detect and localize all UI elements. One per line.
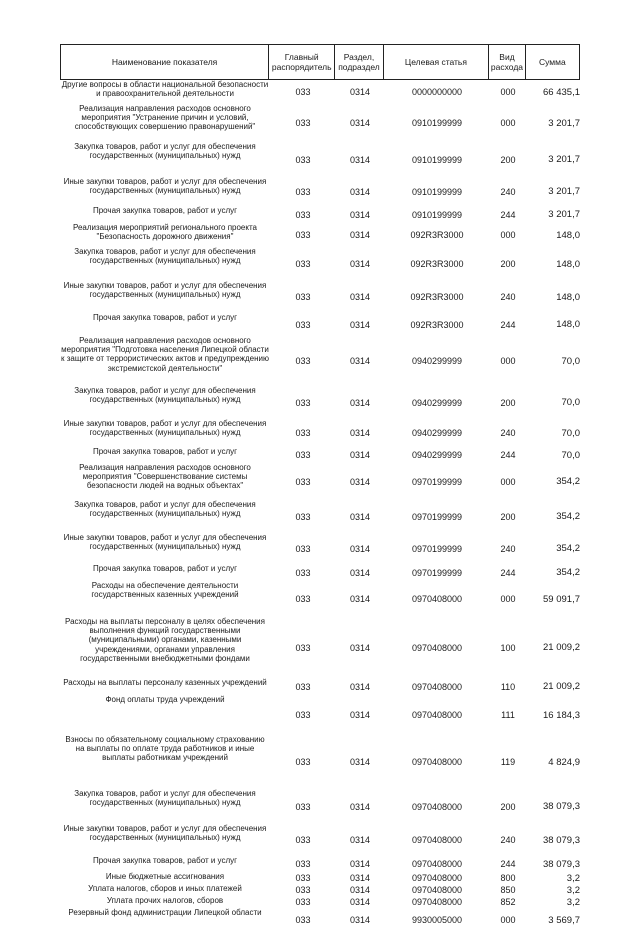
row-expense-type: 244 bbox=[500, 859, 516, 869]
row-name: Уплата налогов, сборов и иных платежей bbox=[88, 884, 242, 893]
row-razdel: 0314 bbox=[349, 897, 371, 907]
row-target-article: 0970408000 bbox=[411, 873, 463, 883]
header-name: Наименование показателя bbox=[111, 57, 218, 67]
row-name: Другие вопросы в области национальной безопасности и правоохранительной деятельности bbox=[61, 80, 269, 99]
row-name: Иные закупки товаров, работ и услуг для обеспечения государственных (муниципальных) нужд bbox=[63, 419, 267, 438]
row-target-article: 0970408000 bbox=[411, 859, 463, 869]
row-sum: 21 009,2 bbox=[543, 642, 580, 653]
row-grbs: 033 bbox=[295, 356, 311, 366]
row-razdel: 0314 bbox=[349, 511, 371, 522]
row-name: Резервный фонд администрации Липецкой области bbox=[68, 908, 262, 917]
row-expense-type: 200 bbox=[500, 397, 516, 408]
row-name: Закупка товаров, работ и услуг для обеспечения государственных (муниципальных) нужд bbox=[74, 247, 256, 266]
row-expense-type: 244 bbox=[500, 450, 516, 460]
row-name: Закупка товаров, работ и услуг для обеспечения государственных (муниципальных) нужд bbox=[74, 386, 256, 405]
table-row bbox=[60, 824, 580, 856]
row-target-article: 0940299999 bbox=[411, 356, 463, 366]
row-name: Иные бюджетные ассигнования bbox=[105, 872, 225, 881]
table-row bbox=[60, 447, 580, 463]
row-sum: 70,0 bbox=[561, 355, 580, 367]
row-name: Реализация направления расходов основного мероприятия "Устранение причин и условий, способствующих совершению правонарушений" bbox=[74, 104, 256, 132]
row-grbs: 033 bbox=[295, 710, 311, 720]
row-grbs: 033 bbox=[295, 835, 311, 845]
row-grbs: 033 bbox=[295, 450, 311, 460]
table-header bbox=[60, 44, 580, 80]
row-grbs: 033 bbox=[295, 757, 311, 767]
row-expense-type: 240 bbox=[500, 543, 516, 554]
row-sum: 3 569,7 bbox=[548, 914, 580, 926]
row-target-article: 0910199999 bbox=[411, 186, 463, 197]
row-target-article: 0970408000 bbox=[411, 710, 463, 720]
row-target-article: 0940299999 bbox=[411, 450, 463, 460]
row-grbs: 033 bbox=[295, 186, 311, 197]
row-target-article: 0970408000 bbox=[411, 801, 463, 812]
row-target-article: 0910199999 bbox=[411, 118, 463, 128]
row-grbs: 033 bbox=[295, 897, 311, 907]
row-sum: 3,2 bbox=[566, 872, 580, 884]
row-sum: 354,2 bbox=[556, 511, 580, 522]
row-name: Иные закупки товаров, работ и услуг для обеспечения государственных (муниципальных) нужд bbox=[63, 281, 267, 300]
row-sum: 4 824,9 bbox=[548, 756, 580, 768]
row-razdel: 0314 bbox=[349, 710, 371, 720]
row-expense-type: 850 bbox=[500, 885, 516, 895]
row-name: Расходы на выплаты персоналу казенных учреждений bbox=[63, 678, 267, 687]
row-expense-type: 200 bbox=[500, 511, 516, 522]
row-target-article: 0970408000 bbox=[411, 594, 463, 604]
table-row bbox=[60, 386, 580, 419]
row-target-article: 0940299999 bbox=[411, 397, 463, 408]
row-expense-type: 240 bbox=[500, 186, 516, 197]
table-row bbox=[60, 223, 580, 247]
row-razdel: 0314 bbox=[349, 915, 371, 925]
row-expense-type: 244 bbox=[500, 319, 516, 330]
table-row bbox=[60, 896, 580, 908]
row-expense-type: 240 bbox=[500, 428, 516, 438]
row-sum: 354,2 bbox=[556, 543, 580, 554]
row-grbs: 033 bbox=[295, 915, 311, 925]
table-row bbox=[60, 735, 580, 789]
row-grbs: 033 bbox=[295, 543, 311, 554]
row-razdel: 0314 bbox=[349, 873, 371, 883]
table-row bbox=[60, 856, 580, 872]
row-target-article: 0910199999 bbox=[411, 209, 463, 220]
row-sum: 3 201,7 bbox=[548, 154, 580, 165]
row-target-article: 0970199999 bbox=[411, 476, 463, 487]
row-name: Прочая закупка товаров, работ и услуг bbox=[92, 856, 238, 865]
row-razdel: 0314 bbox=[349, 476, 371, 487]
row-sum: 148,0 bbox=[556, 319, 580, 330]
row-grbs: 033 bbox=[295, 428, 311, 438]
header-target-article: Целевая статья bbox=[383, 45, 489, 79]
row-name: Закупка товаров, работ и услуг для обеспечения государственных (муниципальных) нужд bbox=[74, 789, 256, 808]
row-target-article: 0970408000 bbox=[411, 885, 463, 895]
header-sum: Сумма bbox=[525, 45, 579, 79]
table-row bbox=[60, 872, 580, 884]
row-target-article: 092R3R3000 bbox=[410, 319, 464, 330]
row-sum: 70,0 bbox=[561, 397, 580, 408]
row-expense-type: 000 bbox=[500, 594, 516, 604]
row-expense-type: 000 bbox=[500, 118, 516, 128]
row-razdel: 0314 bbox=[349, 859, 371, 869]
row-expense-type: 000 bbox=[500, 87, 516, 97]
row-target-article: 092R3R3000 bbox=[410, 292, 464, 302]
table-body bbox=[60, 80, 580, 932]
row-sum: 16 184,3 bbox=[543, 709, 580, 721]
row-razdel: 0314 bbox=[349, 230, 371, 240]
row-sum: 38 079,3 bbox=[543, 834, 580, 846]
budget-table bbox=[60, 44, 580, 932]
table-row bbox=[60, 104, 580, 142]
row-sum: 3 201,7 bbox=[548, 117, 580, 129]
row-sum: 3,2 bbox=[566, 884, 580, 896]
row-expense-type: 000 bbox=[500, 915, 516, 925]
row-target-article: 0970408000 bbox=[411, 757, 463, 767]
row-razdel: 0314 bbox=[349, 209, 371, 220]
table-row bbox=[60, 463, 580, 500]
row-expense-type: 200 bbox=[500, 801, 516, 812]
row-razdel: 0314 bbox=[349, 450, 371, 460]
table-row bbox=[60, 789, 580, 824]
table-row bbox=[60, 908, 580, 932]
row-razdel: 0314 bbox=[349, 259, 371, 269]
row-razdel: 0314 bbox=[349, 118, 371, 128]
table-row bbox=[60, 581, 580, 617]
row-sum: 354,2 bbox=[556, 476, 580, 487]
table-row bbox=[60, 281, 580, 313]
row-razdel: 0314 bbox=[349, 319, 371, 330]
row-name: Иные закупки товаров, работ и услуг для обеспечения государственных (муниципальных) нужд bbox=[63, 824, 267, 843]
table-row bbox=[60, 617, 580, 678]
row-grbs: 033 bbox=[295, 885, 311, 895]
header-grbs: Главный распорядитель bbox=[268, 45, 334, 79]
row-target-article: 092R3R3000 bbox=[410, 259, 464, 269]
row-name: Иные закупки товаров, работ и услуг для обеспечения государственных (муниципальных) нужд bbox=[63, 533, 267, 552]
row-sum: 3,2 bbox=[566, 896, 580, 908]
row-grbs: 033 bbox=[295, 873, 311, 883]
row-grbs: 033 bbox=[295, 397, 311, 408]
row-target-article: 9930005000 bbox=[411, 915, 463, 925]
row-expense-type: 100 bbox=[500, 642, 516, 653]
table-row bbox=[60, 247, 580, 281]
row-target-article: 0970199999 bbox=[411, 543, 463, 554]
row-sum: 354,2 bbox=[556, 567, 580, 578]
row-expense-type: 110 bbox=[500, 681, 516, 692]
row-target-article: 0970199999 bbox=[411, 567, 463, 578]
row-target-article: 0910199999 bbox=[411, 154, 463, 165]
table-row bbox=[60, 884, 580, 896]
row-expense-type: 111 bbox=[501, 710, 515, 720]
row-grbs: 033 bbox=[295, 801, 311, 812]
table-row bbox=[60, 80, 580, 104]
table-row bbox=[60, 336, 580, 386]
table-row bbox=[60, 206, 580, 223]
header-razdel: Раздел, подраздел bbox=[334, 45, 382, 79]
row-name: Прочая закупка товаров, работ и услуг bbox=[92, 447, 238, 456]
table-row bbox=[60, 500, 580, 533]
row-expense-type: 852 bbox=[500, 897, 516, 907]
row-sum: 148,0 bbox=[556, 291, 580, 303]
row-razdel: 0314 bbox=[349, 681, 371, 692]
row-expense-type: 119 bbox=[500, 757, 516, 767]
row-razdel: 0314 bbox=[349, 292, 371, 302]
row-grbs: 033 bbox=[295, 154, 311, 165]
row-name: Расходы на выплаты персоналу в целях обеспечения выполнения функций государственными (муниципальными) органами, казенными учреждениями, органами управления государственными внебюджетными фондами bbox=[65, 617, 265, 663]
row-target-article: 0000000000 bbox=[411, 87, 463, 97]
row-grbs: 033 bbox=[295, 87, 311, 97]
row-sum: 38 079,3 bbox=[543, 858, 580, 870]
row-razdel: 0314 bbox=[349, 543, 371, 554]
row-sum: 3 201,7 bbox=[548, 186, 580, 197]
row-name: Фонд оплаты труда учреждений bbox=[105, 695, 225, 704]
row-grbs: 033 bbox=[295, 642, 311, 653]
row-grbs: 033 bbox=[295, 859, 311, 869]
row-name: Реализация направления расходов основного мероприятия "Совершенствование системы безопасности людей на водных объектах" bbox=[79, 463, 251, 491]
row-grbs: 033 bbox=[295, 476, 311, 487]
row-razdel: 0314 bbox=[349, 154, 371, 165]
table-row bbox=[60, 564, 580, 581]
row-target-article: 0970408000 bbox=[411, 897, 463, 907]
row-name: Реализация направления расходов основного мероприятия "Подготовка населения Липецкой области к защите от террористических актов и предупреждению экстремистской деятельности" bbox=[61, 336, 269, 373]
row-grbs: 033 bbox=[295, 511, 311, 522]
row-target-article: 0970408000 bbox=[411, 681, 463, 692]
row-grbs: 033 bbox=[295, 259, 311, 269]
row-grbs: 033 bbox=[295, 567, 311, 578]
row-target-article: 0970199999 bbox=[411, 511, 463, 522]
row-grbs: 033 bbox=[295, 319, 311, 330]
row-sum: 3 201,7 bbox=[548, 209, 580, 220]
table-row bbox=[60, 533, 580, 564]
row-sum: 70,0 bbox=[561, 427, 580, 439]
table-row bbox=[60, 177, 580, 206]
row-sum: 148,0 bbox=[556, 229, 580, 241]
row-name: Закупка товаров, работ и услуг для обеспечения государственных (муниципальных) нужд bbox=[74, 142, 256, 161]
row-expense-type: 240 bbox=[500, 835, 516, 845]
row-expense-type: 244 bbox=[500, 209, 516, 220]
row-grbs: 033 bbox=[295, 209, 311, 220]
row-razdel: 0314 bbox=[349, 594, 371, 604]
row-name: Иные закупки товаров, работ и услуг для обеспечения государственных (муниципальных) нужд bbox=[63, 177, 267, 196]
row-expense-type: 000 bbox=[500, 356, 516, 366]
row-name: Расходы на обеспечение деятельности государственных казенных учреждений bbox=[91, 581, 239, 600]
row-grbs: 033 bbox=[295, 292, 311, 302]
row-name: Прочая закупка товаров, работ и услуг bbox=[92, 564, 238, 573]
row-name: Реализация мероприятий регионального проекта "Безопасность дорожного движения" bbox=[72, 223, 257, 242]
table-row bbox=[60, 313, 580, 336]
row-expense-type: 244 bbox=[500, 567, 516, 578]
row-sum: 38 079,3 bbox=[543, 801, 580, 812]
row-expense-type: 200 bbox=[500, 259, 516, 269]
row-target-article: 0970408000 bbox=[411, 835, 463, 845]
table-row bbox=[60, 678, 580, 695]
row-grbs: 033 bbox=[295, 681, 311, 692]
row-razdel: 0314 bbox=[349, 186, 371, 197]
row-sum: 66 435,1 bbox=[543, 86, 580, 98]
row-grbs: 033 bbox=[295, 230, 311, 240]
row-expense-type: 200 bbox=[500, 154, 516, 165]
row-grbs: 033 bbox=[295, 594, 311, 604]
table-row bbox=[60, 695, 580, 735]
row-razdel: 0314 bbox=[349, 567, 371, 578]
table-row bbox=[60, 142, 580, 177]
row-razdel: 0314 bbox=[349, 835, 371, 845]
row-razdel: 0314 bbox=[349, 801, 371, 812]
row-razdel: 0314 bbox=[349, 885, 371, 895]
row-sum: 59 091,7 bbox=[543, 593, 580, 605]
row-expense-type: 000 bbox=[500, 476, 516, 487]
row-sum: 148,0 bbox=[556, 258, 580, 270]
row-target-article: 092R3R3000 bbox=[410, 230, 464, 240]
row-expense-type: 000 bbox=[500, 230, 516, 240]
row-sum: 70,0 bbox=[561, 449, 580, 461]
row-grbs: 033 bbox=[295, 118, 311, 128]
row-razdel: 0314 bbox=[349, 642, 371, 653]
row-expense-type: 800 bbox=[500, 873, 516, 883]
row-target-article: 0940299999 bbox=[411, 428, 463, 438]
row-razdel: 0314 bbox=[349, 757, 371, 767]
row-expense-type: 240 bbox=[500, 292, 516, 302]
row-target-article: 0970408000 bbox=[411, 642, 463, 653]
row-sum: 21 009,2 bbox=[543, 681, 580, 692]
row-name: Взносы по обязательному социальному страхованию на выплаты по оплате труда работников и иные выплаты работникам учреждений bbox=[65, 735, 265, 763]
header-expense-type: Вид расхода bbox=[488, 45, 525, 79]
row-razdel: 0314 bbox=[349, 397, 371, 408]
row-razdel: 0314 bbox=[349, 87, 371, 97]
row-name: Прочая закупка товаров, работ и услуг bbox=[92, 313, 238, 322]
table-row bbox=[60, 419, 580, 447]
row-name: Уплата прочих налогов, сборов bbox=[106, 896, 224, 905]
row-razdel: 0314 bbox=[349, 356, 371, 366]
row-razdel: 0314 bbox=[349, 428, 371, 438]
row-name: Прочая закупка товаров, работ и услуг bbox=[92, 206, 238, 215]
row-name: Закупка товаров, работ и услуг для обеспечения государственных (муниципальных) нужд bbox=[74, 500, 256, 519]
